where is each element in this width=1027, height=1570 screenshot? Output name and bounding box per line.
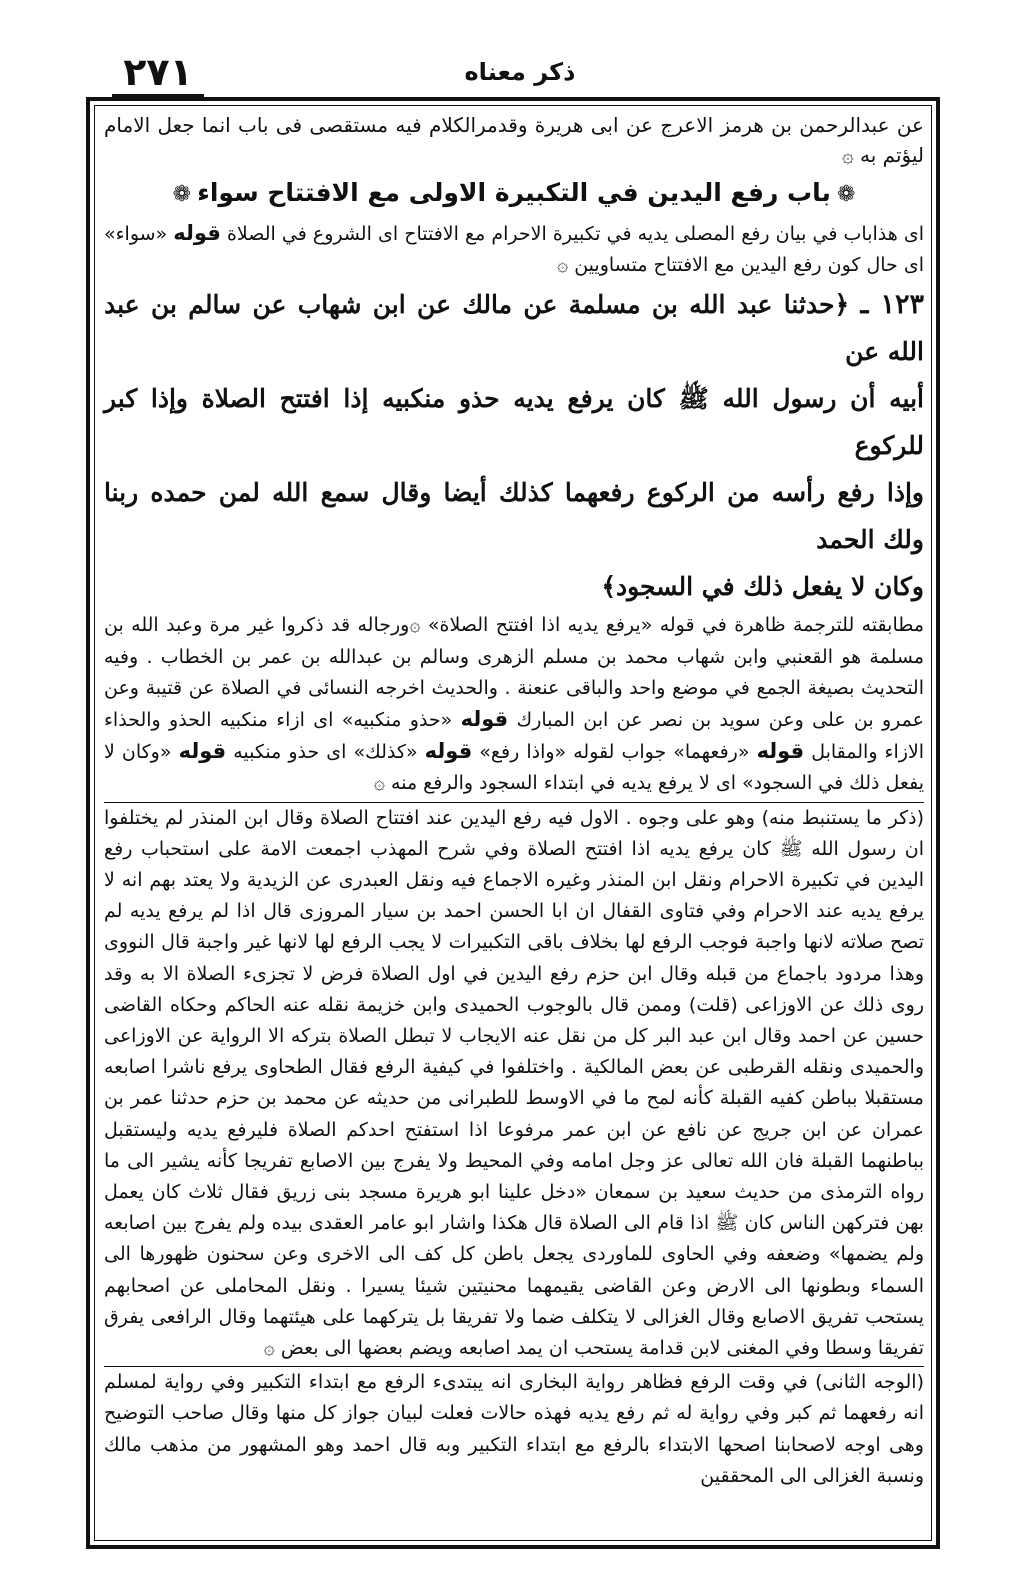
commentary-paragraph-3: (الوجه الثانى) في وقت الرفع فظاهر رواية البخارى انه يبتدىء الرفع مع ابتداء التكبير وفي رواية لمسلم انه رفعهما ثم كبر وفي رواية له ثم رفع يديه فهذه حالات فعلت لبيان جواز كل منها وقال صاحب التوضيح وهى اوجه لاصحابنا اصحها الابتداء بالرفع مع ابتداء التكبير وبه قال احمد وهو المشهور من مذهب مالك ونسبة الغزالى الى المحققين <box>104 1371 924 1487</box>
commentary-paragraph-2: (ذكر ما يستنبط منه) وهو على وجوه . الاول فيه رفع اليدين عند افتتاح الصلاة وقال ابن المنذر لم يختلفوا ان رسول الله ﷺ كان يرفع يديه اذا افتتح الصلاة وفي شرح المهذب اجمعت الامة على استحباب رفع اليدين في تكبيرة الاحرام ونقل ابن المنذر وغيره الاجماع فيه ونقل العبدرى عن الزيدية ولا يعتد بهم انه لا يرفع يديه عند الاحرام وفي فتاوى القفال ان ابا الحسن احمد بن سيار المروزى قال اذا لم يرفع يديه لم تصح صلاته لانها واجبة فوجب الرفع لها بخلاف باقى التكبيرات لا يجب الرفع لها لانها غير واجبة قال النووى وهذا مردود باجماع من قبله وقال ابن حزم رفع اليدين في اول الصلاة فرض لا تجزىء الصلاة الا به وقد روى ذلك عن الاوزاعى (قلت) وممن قال بالوجوب الحميدى وابن خزيمة نقله عنه الحاكم وحكاه القاضى حسين عن احمد وقال ابن عبد البر كل من نقل عنه الايجاب لا تبطل الصلاة بتركه الا الرواية عن الاوزاعى والحميدى ونقله القرطبى عن بعض المالكية . واختلفوا في كيفية الرفع فقال الطحاوى يرفع ناشرا اصابعه مستقبلا بباطن كفيه القبلة كأنه لمح ما في الاوسط للطبرانى من حديثه عن محمد بن حزم حدثنا عمر بن عمران عن ابن جريج عن نافع عن ابن عمر مرفوعا اذا استفتح احدكم الصلاة فليرفع يديه وليستقبل بباطنهما القبلة فان الله تعالى عز وجل امامه وفي المحيط ولا يفرج بين الاصابع تفريجا كأنه يشير الى ما رواه الترمذى من حديث سعيد بن سمعان «دخل علينا ابو هريرة مسجد بنى زريق فقال ثلاث كان يعمل بهن فتركهن الناس كان ﷺ اذا قام الى الصلاة قال هكذا واشار ابو عامر العقدى بيده ولم يفرج بين اصابعه ولم يضمها» وضعفه وفي الحاوى للماوردى يجعل باطن كل كف الى الاخرى وعن سحنون ظهورها الى السماء وبطونها الى الارض وعن القاضى يقيمهما محنيتين شيئا يسيرا . ونقل المحاملى عن اصحابهم يستحب تفريق الاصابع وقال الغزالى لا يتكلف ضما ولا تفريقا بل يتركهما على هيئتهما وقال الرافعى يفرق تفريقا وسطا وفي المغنى لابن قدامة يستحب ان يمد اصابعه ويضم بعضها الى بعض ۞ <box>104 806 924 1360</box>
keyword-qawluhu: قوله <box>424 739 473 764</box>
commentary-paragraph-1 <box>104 610 924 799</box>
hadith-line: أبيه أن رسول الله ﷺ كان يرفع يديه حذو منكبيه إذا افتتح الصلاة وإذا كبر للركوع <box>104 384 924 461</box>
ornament-right-icon: ❁ <box>836 182 856 207</box>
running-title: ذكر معناه <box>464 58 576 86</box>
hadith-line <box>104 281 924 375</box>
page-number: ٢٧١ <box>123 50 193 94</box>
continuation-line: عن عبدالرحمن بن هرمز الاعرج عن ابى هريرة وقدمرالكلام فيه مستقصى فى باب انما جعل الامام ليؤتم به ۞ <box>104 113 924 167</box>
chapter-title: باب رفع اليدين في التكبيرة الاولى مع الافتتاح سواء <box>197 178 831 207</box>
commentary-text: «رفعهما» جواب لقوله «واذا رفع» <box>479 741 750 764</box>
keyword-qawluhu: قوله <box>178 739 227 764</box>
hadith-line: وكان لا يفعل ذلك في السجود﴾ <box>601 572 924 602</box>
chapter-heading <box>104 170 924 218</box>
page-header <box>0 0 1027 96</box>
keyword-qawluhu: قوله <box>460 707 509 732</box>
page-body <box>104 110 924 1492</box>
commentary-text: «حذو منكبيه» اى ازاء منكبيه الحذو والحذاء الازاء والمقابل <box>104 709 925 764</box>
intro-text-1: اى هذاباب في بيان رفع المصلى يديه في تكبيرة الاحرام مع الافتتاح اى الشروع في الصلاة <box>226 223 924 245</box>
hadith-line: وإذا رفع رأسه من الركوع رفعهما كذلك أيضا وقال سمع الله لمن حمده ربنا ولك الحمد <box>104 478 924 555</box>
keyword-qawluhu: قوله <box>173 221 221 245</box>
commentary-text: «كذلك» اى حذو منكبيه <box>233 741 418 764</box>
commentary-text: مطابقته للترجمة ظاهرة في قوله «يرفع يديه اذا افتتح الصلاة» ۞ورجاله قد ذكروا غير مرة وعبد الله بن مسلمة هو القعنبي وابن شهاب محمد بن مسلم الزهرى وسالم بن عبدالله بن عمر بن الخطاب . وفيه التحديث بصيغة الجمع في موضع واحد والباقى عنعنة . والحديث اخرجه النسائى في الصلاة عن قتيبة وعن عمرو بن على وعن سويد بن نصر عن ابن المبارك <box>104 614 924 732</box>
commentary-text: «وكان لا يفعل ذلك في السجود» اى لا يرفع يديه في ابتداء السجود والرفع منه ۞ <box>104 741 924 795</box>
hadith-number: ١٢٣ ـ <box>860 289 924 321</box>
ornament-left-icon: ❁ <box>172 182 192 207</box>
hadith-text: ﴿حدثنا عبد الله بن مسلمة عن مالك عن ابن شهاب عن سالم بن عبد الله عن <box>104 290 924 367</box>
chapter-explanation <box>104 218 924 281</box>
keyword-qawluhu: قوله <box>756 739 805 764</box>
intro-text-2: «سواء» اى حال كون رفع اليدين مع الافتتاح متساويين ۞ <box>104 223 924 277</box>
hadith-block <box>104 281 924 610</box>
